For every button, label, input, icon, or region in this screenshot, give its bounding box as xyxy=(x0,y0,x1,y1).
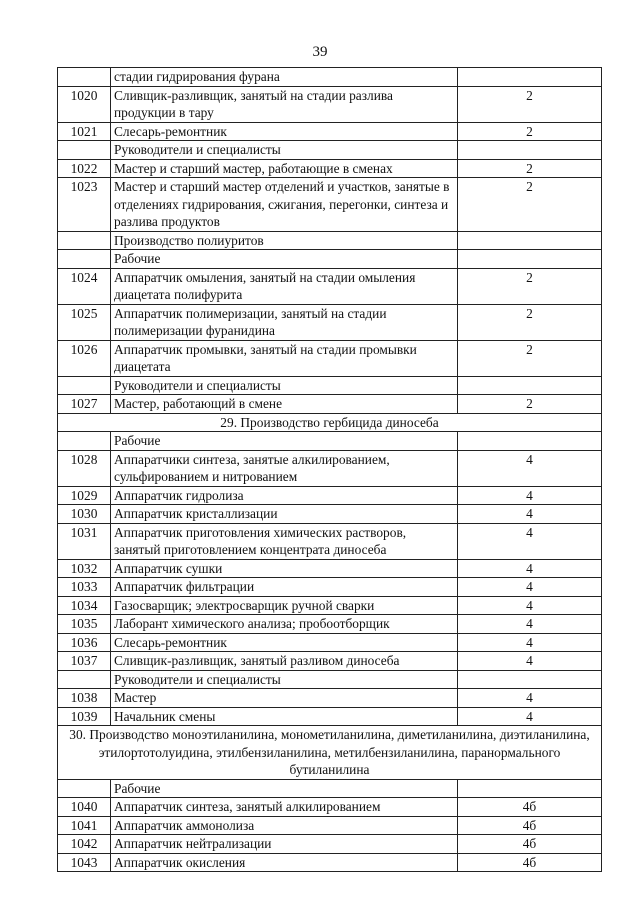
table-row xyxy=(58,578,602,597)
occupation-code: 1024 xyxy=(58,268,111,304)
occupation-name: Аппаратчик промывки, занятый на стадии промывки диацетата xyxy=(111,340,458,376)
occupation-code: 1034 xyxy=(58,596,111,615)
list-value xyxy=(458,231,602,250)
occupation-code: 1027 xyxy=(58,395,111,414)
list-value: 4 xyxy=(458,523,602,559)
occupation-code xyxy=(58,670,111,689)
list-value: 2 xyxy=(458,304,602,340)
list-value: 4 xyxy=(458,689,602,708)
occupation-code: 1030 xyxy=(58,505,111,524)
occupation-code: 1028 xyxy=(58,450,111,486)
list-value: 4б xyxy=(458,853,602,872)
occupation-name: Аппаратчик фильтрации xyxy=(111,578,458,597)
occupation-name: стадии гидрирования фурана xyxy=(111,68,458,87)
table-row xyxy=(58,231,602,250)
occupation-code: 1040 xyxy=(58,798,111,817)
occupation-code: 1023 xyxy=(58,178,111,232)
table-row xyxy=(58,486,602,505)
table-row xyxy=(58,798,602,817)
list-value: 2 xyxy=(458,268,602,304)
table-row xyxy=(58,707,602,726)
occupation-name: Аппаратчик окисления xyxy=(111,853,458,872)
table-row xyxy=(58,615,602,634)
list-value xyxy=(458,670,602,689)
table-row xyxy=(58,250,602,269)
occupation-code xyxy=(58,779,111,798)
list-value: 4 xyxy=(458,578,602,597)
table-row xyxy=(58,505,602,524)
list-value: 4 xyxy=(458,707,602,726)
occupation-code: 1022 xyxy=(58,159,111,178)
table-row xyxy=(58,141,602,160)
table-row xyxy=(58,596,602,615)
occupation-name: Аппаратчик нейтрализации xyxy=(111,835,458,854)
table-row xyxy=(58,633,602,652)
section-header-row xyxy=(58,726,602,780)
list-value: 2 xyxy=(458,86,602,122)
occupation-code xyxy=(58,141,111,160)
occupation-name: Аппаратчик полимеризации, занятый на стадии полимеризации фуранидина xyxy=(111,304,458,340)
table-row xyxy=(58,395,602,414)
occupation-name: Газосварщик; электросварщик ручной сварки xyxy=(111,596,458,615)
table-row xyxy=(58,86,602,122)
table-row xyxy=(58,835,602,854)
occupation-name: Аппаратчики синтеза, занятые алкилированием, сульфированием и нитрованием xyxy=(111,450,458,486)
list-value xyxy=(458,376,602,395)
table-row xyxy=(58,268,602,304)
occupation-name: Рабочие xyxy=(111,250,458,269)
table-row xyxy=(58,523,602,559)
occupation-name: Сливщик-разливщик, занятый разливом диносеба xyxy=(111,652,458,671)
list-value: 4 xyxy=(458,486,602,505)
list-value xyxy=(458,68,602,87)
occupation-code: 1021 xyxy=(58,122,111,141)
list-value: 2 xyxy=(458,340,602,376)
occupation-code: 1036 xyxy=(58,633,111,652)
table-body xyxy=(58,68,602,872)
table-row xyxy=(58,689,602,708)
occupation-code xyxy=(58,68,111,87)
occupation-name: Аппаратчик гидролиза xyxy=(111,486,458,505)
occupation-name: Рабочие xyxy=(111,779,458,798)
list-value: 2 xyxy=(458,159,602,178)
occupation-name: Лаборант химического анализа; пробоотборщик xyxy=(111,615,458,634)
occupation-code: 1031 xyxy=(58,523,111,559)
list-value xyxy=(458,141,602,160)
occupation-name: Аппаратчик аммонолиза xyxy=(111,816,458,835)
section-title: 30. Производство моноэтиланилина, монометиланилина, диметиланилина, диэтиланилина, этилортотолуидина, этилбензиланилина, метилбензиланилина, паранормального бутиланилина xyxy=(58,726,602,780)
occupation-name: Мастер xyxy=(111,689,458,708)
table-row xyxy=(58,559,602,578)
table-row xyxy=(58,779,602,798)
page-number: 39 xyxy=(312,44,328,60)
table-row xyxy=(58,159,602,178)
list-value: 4 xyxy=(458,615,602,634)
list-value: 2 xyxy=(458,178,602,232)
occupation-name: Аппаратчик омыления, занятый на стадии омыления диацетата полифурита xyxy=(111,268,458,304)
occupation-code: 1026 xyxy=(58,340,111,376)
occupation-name: Мастер и старший мастер отделений и участков, занятые в отделениях гидрирования, сжигания, перегонки, синтеза и разлива продуктов xyxy=(111,178,458,232)
occupation-code xyxy=(58,376,111,395)
occupation-name: Аппаратчик кристаллизации xyxy=(111,505,458,524)
occupation-code: 1041 xyxy=(58,816,111,835)
list-value: 2 xyxy=(458,122,602,141)
occupation-name: Производство полиуритов xyxy=(111,231,458,250)
occupation-code: 1037 xyxy=(58,652,111,671)
table-row xyxy=(58,376,602,395)
table-row xyxy=(58,178,602,232)
occupation-name: Мастер, работающий в смене xyxy=(111,395,458,414)
table-row xyxy=(58,670,602,689)
occupation-code xyxy=(58,231,111,250)
occupation-code: 1042 xyxy=(58,835,111,854)
occupation-name: Руководители и специалисты xyxy=(111,376,458,395)
occupation-name: Сливщик-разливщик, занятый на стадии разлива продукции в тару xyxy=(111,86,458,122)
occupation-code: 1043 xyxy=(58,853,111,872)
occupation-name: Руководители и специалисты xyxy=(111,141,458,160)
list-value xyxy=(458,432,602,451)
table-row xyxy=(58,122,602,141)
table-row xyxy=(58,450,602,486)
occupation-code: 1039 xyxy=(58,707,111,726)
occupation-name: Рабочие xyxy=(111,432,458,451)
section-header-row xyxy=(58,413,602,432)
occupation-code: 1029 xyxy=(58,486,111,505)
occupation-code: 1025 xyxy=(58,304,111,340)
occupation-name: Аппаратчик синтеза, занятый алкилированием xyxy=(111,798,458,817)
list-value: 4 xyxy=(458,450,602,486)
list-value: 2 xyxy=(458,395,602,414)
list-value: 4 xyxy=(458,633,602,652)
list-value xyxy=(458,779,602,798)
list-value: 4б xyxy=(458,798,602,817)
table-row xyxy=(58,652,602,671)
occupation-name: Мастер и старший мастер, работающие в сменах xyxy=(111,159,458,178)
list-value: 4б xyxy=(458,835,602,854)
list-value: 4 xyxy=(458,559,602,578)
list-value: 4 xyxy=(458,596,602,615)
occupation-code xyxy=(58,432,111,451)
list-value: 4б xyxy=(458,816,602,835)
occupation-name: Слесарь-ремонтник xyxy=(111,633,458,652)
table-row xyxy=(58,432,602,451)
occupation-name: Аппаратчик приготовления химических растворов, занятый приготовлением концентрата диносеба xyxy=(111,523,458,559)
occupation-code xyxy=(58,250,111,269)
table-row xyxy=(58,340,602,376)
occupation-code: 1035 xyxy=(58,615,111,634)
table-row xyxy=(58,68,602,87)
occupation-code: 1033 xyxy=(58,578,111,597)
table-row xyxy=(58,853,602,872)
occupation-code: 1020 xyxy=(58,86,111,122)
occupations-table xyxy=(57,67,602,872)
list-value: 4 xyxy=(458,652,602,671)
list-value: 4 xyxy=(458,505,602,524)
table-row xyxy=(58,304,602,340)
section-title: 29. Производство гербицида диносеба xyxy=(58,413,602,432)
occupation-code: 1032 xyxy=(58,559,111,578)
table-row xyxy=(58,816,602,835)
occupation-code: 1038 xyxy=(58,689,111,708)
occupation-name: Аппаратчик сушки xyxy=(111,559,458,578)
occupation-name: Слесарь-ремонтник xyxy=(111,122,458,141)
list-value xyxy=(458,250,602,269)
occupation-name: Руководители и специалисты xyxy=(111,670,458,689)
occupation-name: Начальник смены xyxy=(111,707,458,726)
